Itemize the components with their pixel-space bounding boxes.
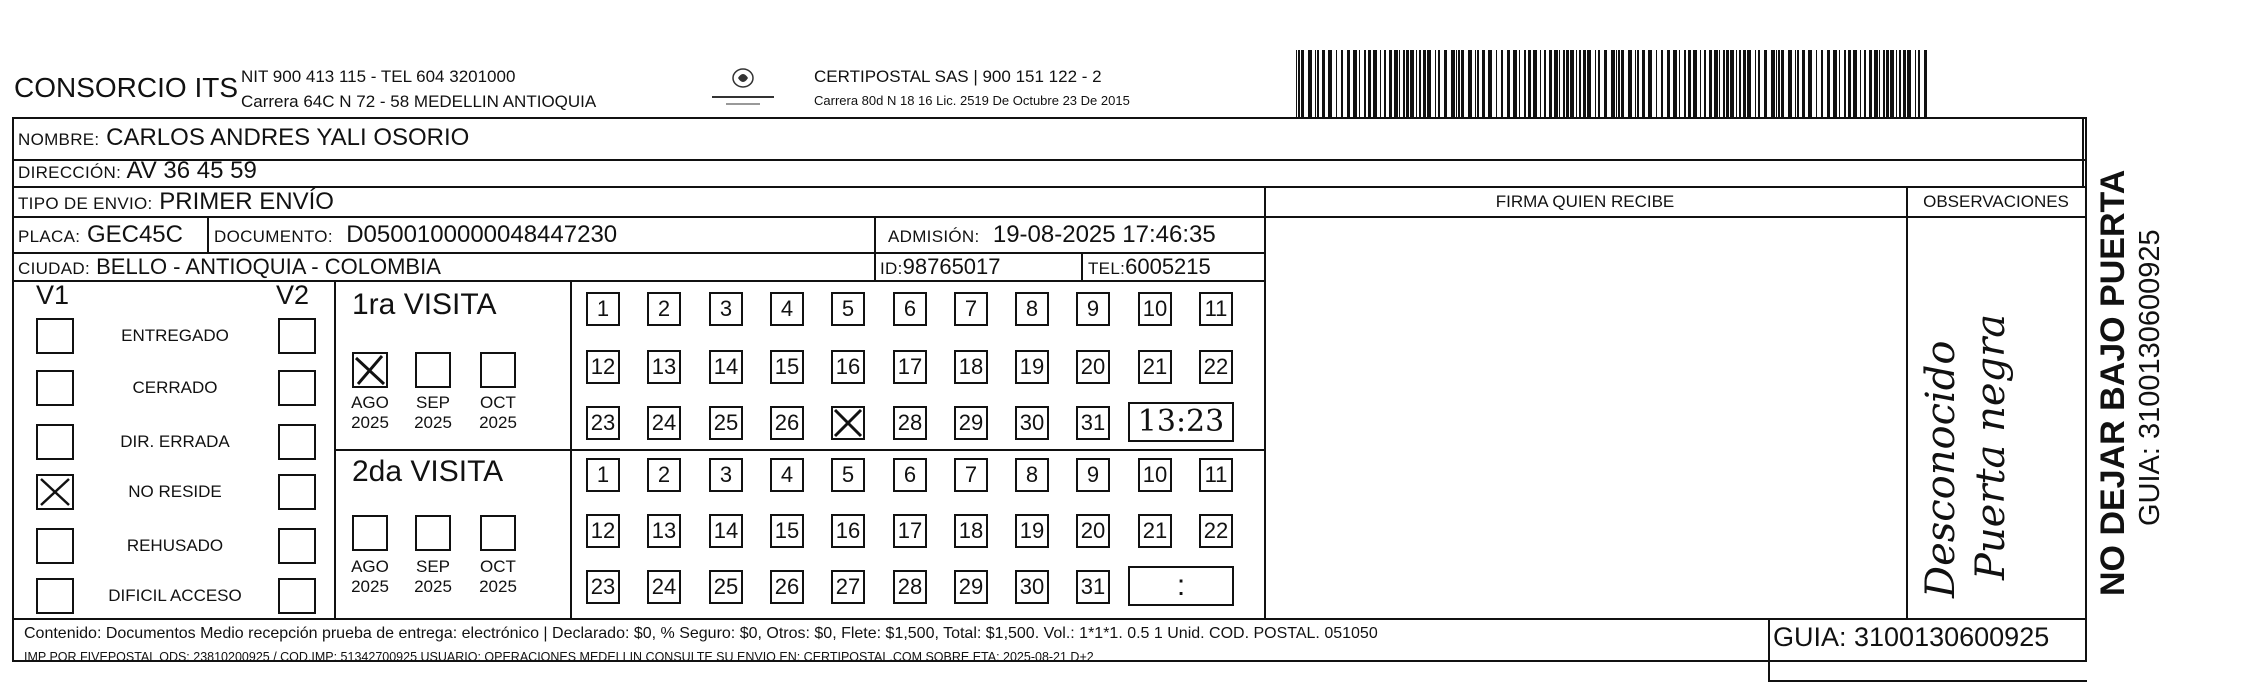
footer-print-line: IMP POR FIVEPOSTAL ODS: 23810200925 / COD.IMP: 51342700925 USUARIO: OPERACIONES MEDELLIN CONSULTE SU ENVIO EN: CERTIPOSTAL.COM SOBRE ETA: 2025-08-21 D+2 [24,650,1094,664]
admision-field: ADMISIÓN: 19-08-2025 17:46:35 [888,221,1216,248]
day-box[interactable]: 2 [647,458,681,492]
placa-field: PLACA: GEC45C [18,221,183,248]
status-label: ENTREGADO [121,326,229,345]
company-nit: NIT 900 413 115 - TEL 604 3201000 [241,67,516,86]
v1-checkbox[interactable] [36,528,74,564]
day-box[interactable]: 29 [954,570,988,604]
v2-checkbox[interactable] [278,424,316,460]
v2-checkbox[interactable] [278,370,316,406]
company-name: CONSORCIO ITS [14,72,239,103]
day-box[interactable]: 4 [770,292,804,326]
day-box[interactable]: 21 [1138,350,1172,384]
day-box[interactable]: 20 [1076,350,1110,384]
x-mark-icon [38,476,72,508]
day-box[interactable]: 20 [1076,514,1110,548]
day-box[interactable]: 23 [586,406,620,440]
day-box[interactable]: 27 [831,570,865,604]
v2-label: V2 [276,280,310,310]
day-box[interactable]: 15 [770,514,804,548]
day-box[interactable]: 1 [586,292,620,326]
x-mark-icon [833,408,863,438]
status-label: REHUSADO [126,536,224,555]
direccion-field: DIRECCIÓN: AV 36 45 59 [18,157,257,184]
day-box[interactable]: 3 [709,292,743,326]
month-label: SEP 2025 [414,393,452,432]
day-box[interactable]: 30 [1015,406,1049,440]
v2-checkbox[interactable] [278,528,316,564]
day-box[interactable]: 4 [770,458,804,492]
carrier-address: Carrera 80d N 18 16 Lic. 2519 De Octubre 23 De 2015 [814,93,1130,108]
month-checkbox[interactable] [480,352,516,388]
nombre-field: NOMBRE: CARLOS ANDRES YALI OSORIO [18,124,470,151]
day-box[interactable]: 13 [647,350,681,384]
guia-number: GUIA: 3100130600925 [1773,622,2050,652]
direccion-value: AV 36 45 59 [126,157,257,184]
month-checkbox[interactable] [352,515,388,551]
day-box[interactable]: 17 [893,350,927,384]
day-box[interactable]: 11 [1199,292,1233,326]
v1-checkbox[interactable] [36,578,74,614]
v1-checkbox[interactable] [36,370,74,406]
day-box[interactable]: 9 [1076,458,1110,492]
day-box[interactable]: 3 [709,458,743,492]
day-box[interactable]: 8 [1015,292,1049,326]
first-visit-title: 1ra VISITA [352,288,497,321]
day-box[interactable] [831,406,865,440]
month-checkbox[interactable] [480,515,516,551]
day-box[interactable]: 9 [1076,292,1110,326]
day-box[interactable]: 14 [709,350,743,384]
month-label: AGO 2025 [351,557,389,596]
tel-field: TEL:6005215 [1088,254,1211,279]
day-box[interactable]: 6 [893,292,927,326]
day-box[interactable]: 30 [1015,570,1049,604]
day-box[interactable]: 12 [586,350,620,384]
day-box[interactable]: 23 [586,570,620,604]
day-box[interactable]: 6 [893,458,927,492]
company-address: Carrera 64C N 72 - 58 MEDELLIN ANTIOQUIA [241,92,597,111]
documento-field: DOCUMENTO: D0500100000048447230 [214,221,618,248]
status-label: CERRADO [132,378,218,397]
observaciones-note-2: Puerta negra [1968,313,2014,580]
month-checkbox[interactable] [352,352,388,388]
side-guia-number: GUIA: 3100130600925 [2134,229,2166,526]
day-box[interactable]: 10 [1138,458,1172,492]
no-dejar-bajo-puerta-label: NO DEJAR BAJO PUERTA [2094,169,2132,596]
id-field: ID:98765017 [880,254,1001,279]
v1-checkbox[interactable] [36,318,74,354]
v2-checkbox[interactable] [278,318,316,354]
admision-value: 19-08-2025 17:46:35 [992,221,1216,248]
status-label: NO RESIDE [128,482,222,501]
placa-value: GEC45C [86,221,183,248]
day-box[interactable]: 14 [709,514,743,548]
first-visit-time[interactable]: 13:23 [1128,402,1234,442]
x-mark-icon [354,354,386,386]
day-box[interactable]: 5 [831,292,865,326]
id-value: 98765017 [902,254,1001,279]
day-box[interactable]: 22 [1199,514,1233,548]
v2-checkbox[interactable] [278,474,316,510]
v1-label: V1 [36,280,70,310]
day-box[interactable]: 11 [1199,458,1233,492]
day-box[interactable]: 12 [586,514,620,548]
day-box[interactable]: 13 [647,514,681,548]
day-box[interactable]: 1 [586,458,620,492]
month-checkbox[interactable] [415,515,451,551]
day-box[interactable]: 24 [647,570,681,604]
tel-value: 6005215 [1125,254,1211,279]
barcode [1296,50,1930,118]
day-box[interactable]: 18 [954,350,988,384]
day-box[interactable]: 24 [647,406,681,440]
day-box[interactable]: 16 [831,350,865,384]
second-visit-time[interactable]: : [1128,566,1234,606]
tipo-envio-value: PRIMER ENVÍO [159,188,334,215]
status-label: DIR. ERRADA [120,432,230,451]
day-box[interactable]: 29 [954,406,988,440]
v1-checkbox[interactable] [36,424,74,460]
firma-header: FIRMA QUIEN RECIBE [1495,192,1675,211]
month-label: OCT 2025 [479,557,517,596]
day-box[interactable]: 18 [954,514,988,548]
month-label: SEP 2025 [414,557,452,596]
day-box[interactable]: 26 [770,406,804,440]
tipo-envio-field: TIPO DE ENVIO: PRIMER ENVÍO [18,188,334,215]
day-box[interactable]: 31 [1076,570,1110,604]
status-label: DIFICIL ACCESO [108,586,242,605]
carrier-name: CERTIPOSTAL SAS | 900 151 122 - 2 [814,67,1102,86]
footer-content-line: Contenido: Documentos Medio recepción prueba de entrega: electrónico | Declarado: $0, % Seguro: $0, Otros: $0, Flete: $1,500, Total: $1,500. Vol.: 1*1*1. 0.5 1 Unid. COD. POSTAL. 051050 [24,625,1378,642]
month-label: AGO 2025 [351,393,389,432]
nombre-value: CARLOS ANDRES YALI OSORIO [106,124,470,151]
observaciones-note-1: Desconocido [1918,340,1964,598]
second-visit-title: 2da VISITA [352,455,504,488]
day-box[interactable]: 7 [954,458,988,492]
day-box[interactable]: 10 [1138,292,1172,326]
documento-value: D0500100000048447230 [346,221,618,248]
day-box[interactable]: 25 [709,406,743,440]
day-box[interactable]: 21 [1138,514,1172,548]
day-box[interactable]: 17 [893,514,927,548]
day-box[interactable]: 5 [831,458,865,492]
day-box[interactable]: 15 [770,350,804,384]
day-box[interactable]: 2 [647,292,681,326]
ciudad-field: CIUDAD: BELLO - ANTIOQUIA - COLOMBIA [18,254,441,279]
day-box[interactable]: 19 [1015,350,1049,384]
v2-checkbox[interactable] [278,578,316,614]
day-box[interactable]: 25 [709,570,743,604]
observaciones-header: OBSERVACIONES [1923,192,2069,211]
v1-checkbox[interactable] [36,474,74,510]
day-box[interactable]: 31 [1076,406,1110,440]
day-box[interactable]: 8 [1015,458,1049,492]
day-box[interactable]: 19 [1015,514,1049,548]
day-box[interactable]: 26 [770,570,804,604]
day-box[interactable]: 7 [954,292,988,326]
day-box[interactable]: 28 [893,406,927,440]
day-box[interactable]: 22 [1199,350,1233,384]
day-box[interactable]: 16 [831,514,865,548]
month-label: OCT 2025 [479,393,517,432]
certipostal-logo-icon [708,62,778,112]
ciudad-value: BELLO - ANTIOQUIA - COLOMBIA [96,254,441,279]
month-checkbox[interactable] [415,352,451,388]
day-box[interactable]: 28 [893,570,927,604]
